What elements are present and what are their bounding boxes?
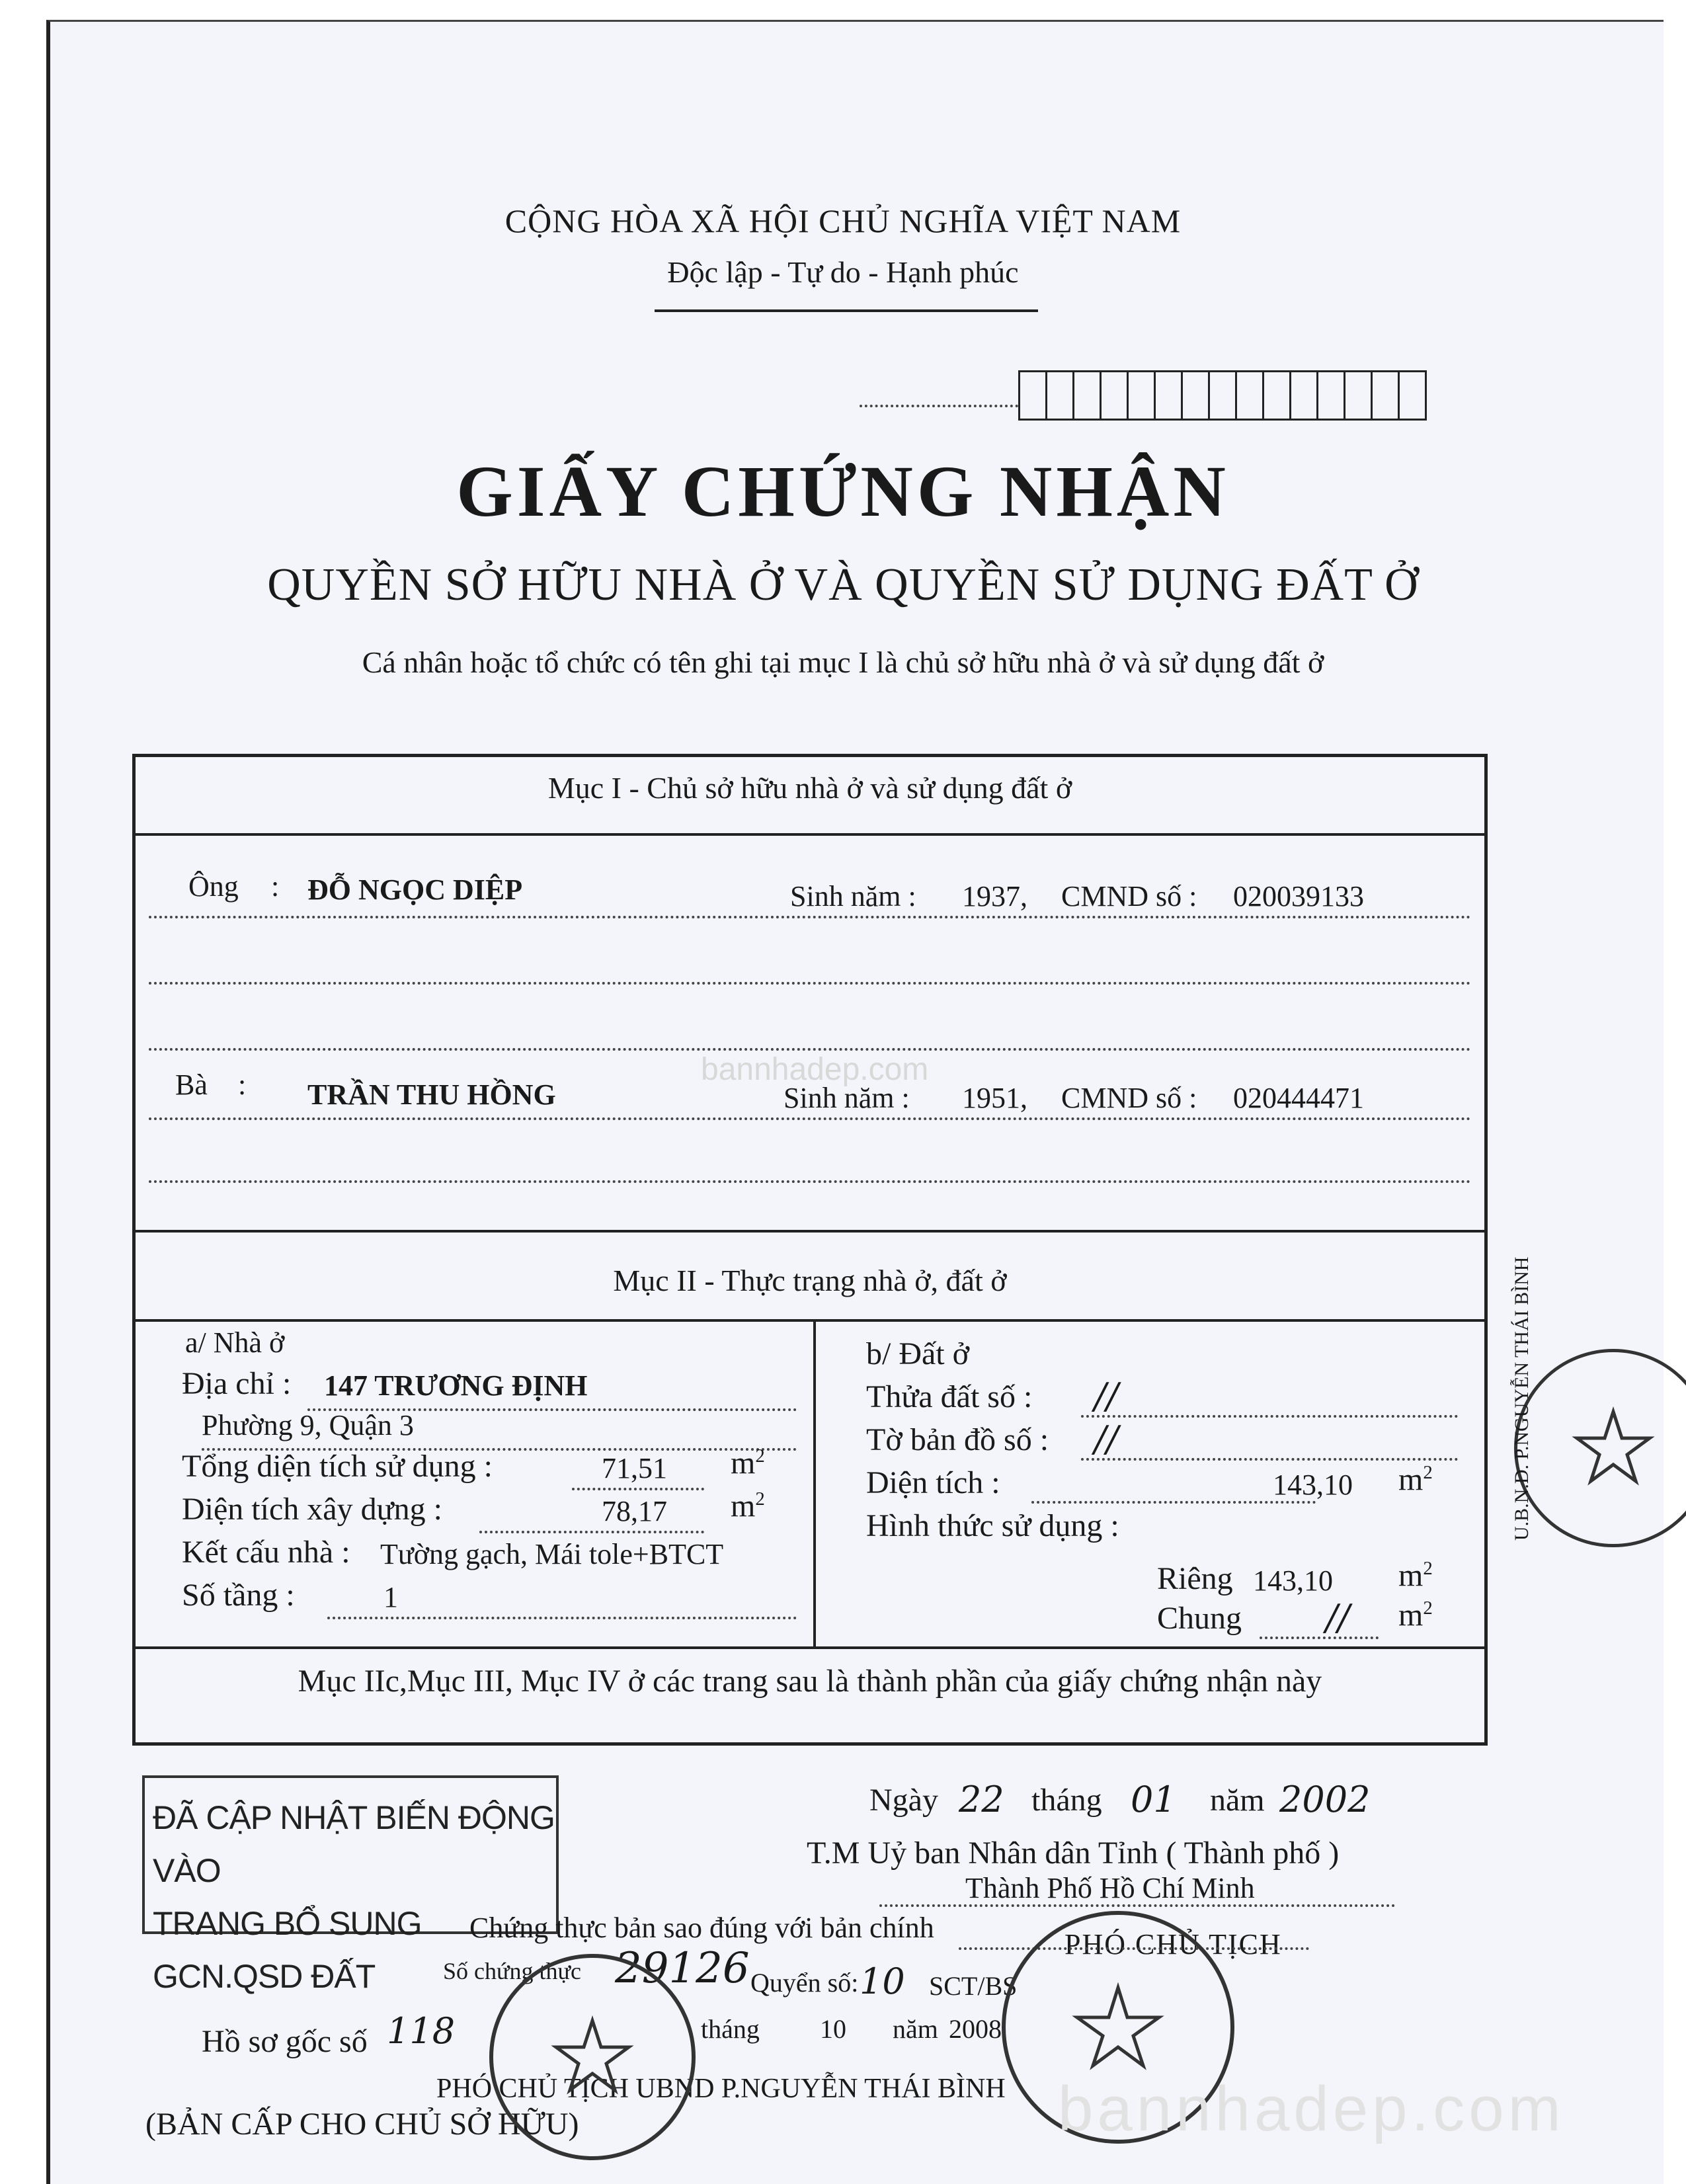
section2-bottom-divider	[136, 1646, 1484, 1649]
sign-year: 2002	[1279, 1779, 1371, 1820]
land-area-label: Diện tích :	[866, 1465, 1000, 1500]
land-private: 143,10	[1253, 1564, 1333, 1597]
owner1-id-label: CMND số :	[1061, 880, 1197, 912]
sign-month-label: tháng	[1031, 1783, 1102, 1818]
land-plot: //	[1094, 1375, 1119, 1417]
house-structure: Tường gạch, Mái tole+BTCT	[380, 1538, 724, 1570]
house-total-area: 71,51	[602, 1452, 667, 1484]
star-icon	[493, 1958, 692, 2156]
house-address: 147 TRƯƠNG ĐỊNH	[324, 1369, 588, 1402]
house-structure-label: Kết cấu nhà :	[182, 1535, 350, 1570]
sign-month: 01	[1131, 1779, 1176, 1820]
ward-seal-side	[1514, 1349, 1686, 1547]
house-floors-label: Số tầng :	[182, 1578, 295, 1613]
house-address-label: Địa chỉ :	[182, 1366, 292, 1401]
ward-seal-text: U.B.N.D. P.NGUYỄN THÁI BÌNH	[1511, 1256, 1533, 1541]
cert-month-label: tháng	[701, 2014, 760, 2044]
owner1-birth-year: 1937,	[962, 880, 1027, 912]
serial-dots	[860, 405, 1018, 407]
owner2-id-number: 020444471	[1233, 1082, 1364, 1114]
certificate-subtitle: QUYỀN SỞ HỮU NHÀ Ở VÀ QUYỀN SỬ DỤNG ĐẤT Ở	[267, 559, 1419, 610]
house-build-area-label: Diện tích xây dựng :	[182, 1492, 442, 1527]
owner2-birth-label: Sinh năm :	[783, 1082, 910, 1114]
land-area: 143,10	[1273, 1469, 1353, 1501]
section2-top-divider	[136, 1230, 1484, 1233]
cert-month: 10	[820, 2014, 846, 2044]
ward-seal	[489, 1954, 696, 2160]
cert-book: 10	[860, 1961, 905, 2002]
land-map: //	[1094, 1418, 1119, 1460]
cert-book-suffix: SCT/BS	[929, 1971, 1018, 2001]
section2-column-divider	[813, 1319, 816, 1646]
section1-divider	[136, 833, 1484, 836]
certificate-intro: Cá nhân hoặc tổ chức có tên ghi tại mục I là chủ sở hữu nhà ở và sử dụng đất ở	[362, 645, 1324, 679]
certificate-title: GIẤY CHỨNG NHẬN	[456, 451, 1230, 532]
owner2-birth-year: 1951,	[962, 1082, 1027, 1114]
owner2-name: TRẦN THU HỒNG	[307, 1078, 556, 1111]
file-number: 118	[387, 2010, 456, 2052]
house-ward: Phường 9, Quận 3	[202, 1409, 414, 1441]
sections-footer-note: Mục IIc,Mục III, Mục IV ở các trang sau là thành phần của giấy chứng nhận này	[298, 1664, 1322, 1699]
file-copy-note: (BẢN CẤP CHO CHỦ SỞ HỮU)	[145, 2107, 579, 2142]
cert-number-label: Số chứng thực	[443, 1958, 582, 1984]
house-build-area-unit: m	[731, 1488, 756, 1523]
land-heading: b/ Đất ở	[866, 1336, 970, 1371]
section1-heading: Mục I - Chủ sở hữu nhà ở và sử dụng đất ở	[547, 771, 1072, 805]
section2-heading: Mục II - Thực trạng nhà ở, đất ở	[613, 1264, 1007, 1297]
cert-year-label: năm	[893, 2014, 938, 2044]
house-total-area-unit: m	[731, 1445, 756, 1480]
sign-date-label: Ngày	[869, 1783, 938, 1818]
land-private-label: Riêng	[1157, 1561, 1233, 1596]
cert-year: 2008	[949, 2014, 1002, 2044]
sign-year-label: năm	[1210, 1783, 1265, 1818]
land-shared-label: Chung	[1157, 1601, 1242, 1636]
owner1-name: ĐỖ NGỌC DIỆP	[307, 873, 523, 906]
star-icon	[1517, 1352, 1686, 1544]
national-title: CỘNG HÒA XÃ HỘI CHỦ NGHĨA VIỆT NAM	[504, 202, 1182, 239]
serial-number-boxes	[1018, 370, 1427, 421]
owner1-birth-label: Sinh năm :	[790, 880, 916, 912]
land-private-unit: m	[1398, 1558, 1424, 1593]
house-heading: a/ Nhà ở	[185, 1326, 285, 1359]
house-floors: 1	[383, 1581, 398, 1613]
sign-day: 22	[959, 1779, 1004, 1820]
cert-number: 29126	[615, 1944, 750, 1993]
sign-role: PHÓ CHỦ TỊCH	[1064, 1928, 1282, 1961]
land-shared: //	[1326, 1597, 1350, 1638]
owner2-id-label: CMND số :	[1061, 1082, 1197, 1114]
land-map-label: Tờ bản đồ số :	[866, 1422, 1049, 1457]
watermark-bottom: bannhadep.com	[1058, 2074, 1565, 2144]
sign-city: Thành Phố Hồ Chí Minh	[965, 1872, 1255, 1904]
sign-committee: T.M Uỷ ban Nhân dân Tỉnh ( Thành phố )	[807, 1836, 1340, 1871]
land-shared-unit: m	[1398, 1598, 1424, 1633]
certification-text: Chứng thực bản sao đúng với bản chính	[469, 1912, 934, 1944]
certificate-frame: Mục I - Chủ sở hữu nhà ở và sử dụng đất ở Ông : ĐỖ NGỌC DIỆP Sinh năm : 1937, CMND số : 020039133 Bà : TRẦN THU HỒNG Sinh năm : 1951, CMND số : 020444471 Mục II - Thực trạng nhà ở, đất ở a/ Nhà ở Địa chỉ : 147 TRƯƠNG ĐỊNH Phường 9, Quận 3 Tổng diện tích sử dụng : 71,51 $m^2$ Diện tích xây dựng : 78,17 $m^2$ Kết cấu nhà : Tường gạch, Mái tole+BTCT Số tầng : 1 b/ Đất ở Thửa đất số : // Tờ bản đồ số : // Diện tích : 143,10 $m^2$ Hình thức sử dụng : Riêng 143,10 $m^2$ Chung // $m^2$ Mục IIc,Mục III, Mục IV ở các trang sau là thành phần của giấy chứng nhận này	[132, 754, 1488, 1746]
cert-book-label: Quyển số:	[750, 1968, 859, 1998]
land-area-unit: m	[1398, 1462, 1424, 1497]
land-usage-label: Hình thức sử dụng :	[866, 1508, 1119, 1543]
section2-divider	[136, 1319, 1484, 1322]
owner1-title: Ông	[188, 870, 239, 903]
owner1-id-number: 020039133	[1233, 880, 1364, 912]
cert-official: PHÓ CHỦ TỊCH UBND P.NGUYỄN THÁI BÌNH	[436, 2074, 1006, 2104]
land-plot-label: Thửa đất số :	[866, 1379, 1033, 1414]
update-stamp-line1: ĐÃ CẬP NHẬT BIẾN ĐỘNG VÀO	[153, 1799, 555, 1889]
house-total-area-label: Tổng diện tích sử dụng :	[182, 1449, 493, 1484]
update-stamp-line2: TRANG BỔ SUNG GCN.QSD ĐẤT	[153, 1905, 422, 1995]
motto-underline	[655, 309, 1038, 312]
file-number-label: Hồ sơ gốc số	[202, 2024, 368, 2059]
house-build-area: 78,17	[602, 1495, 667, 1527]
national-motto: Độc lập - Tự do - Hạnh phúc	[667, 255, 1019, 289]
owner2-title: Bà	[175, 1069, 208, 1101]
watermark-center: bannhadep.com	[701, 1052, 929, 1087]
